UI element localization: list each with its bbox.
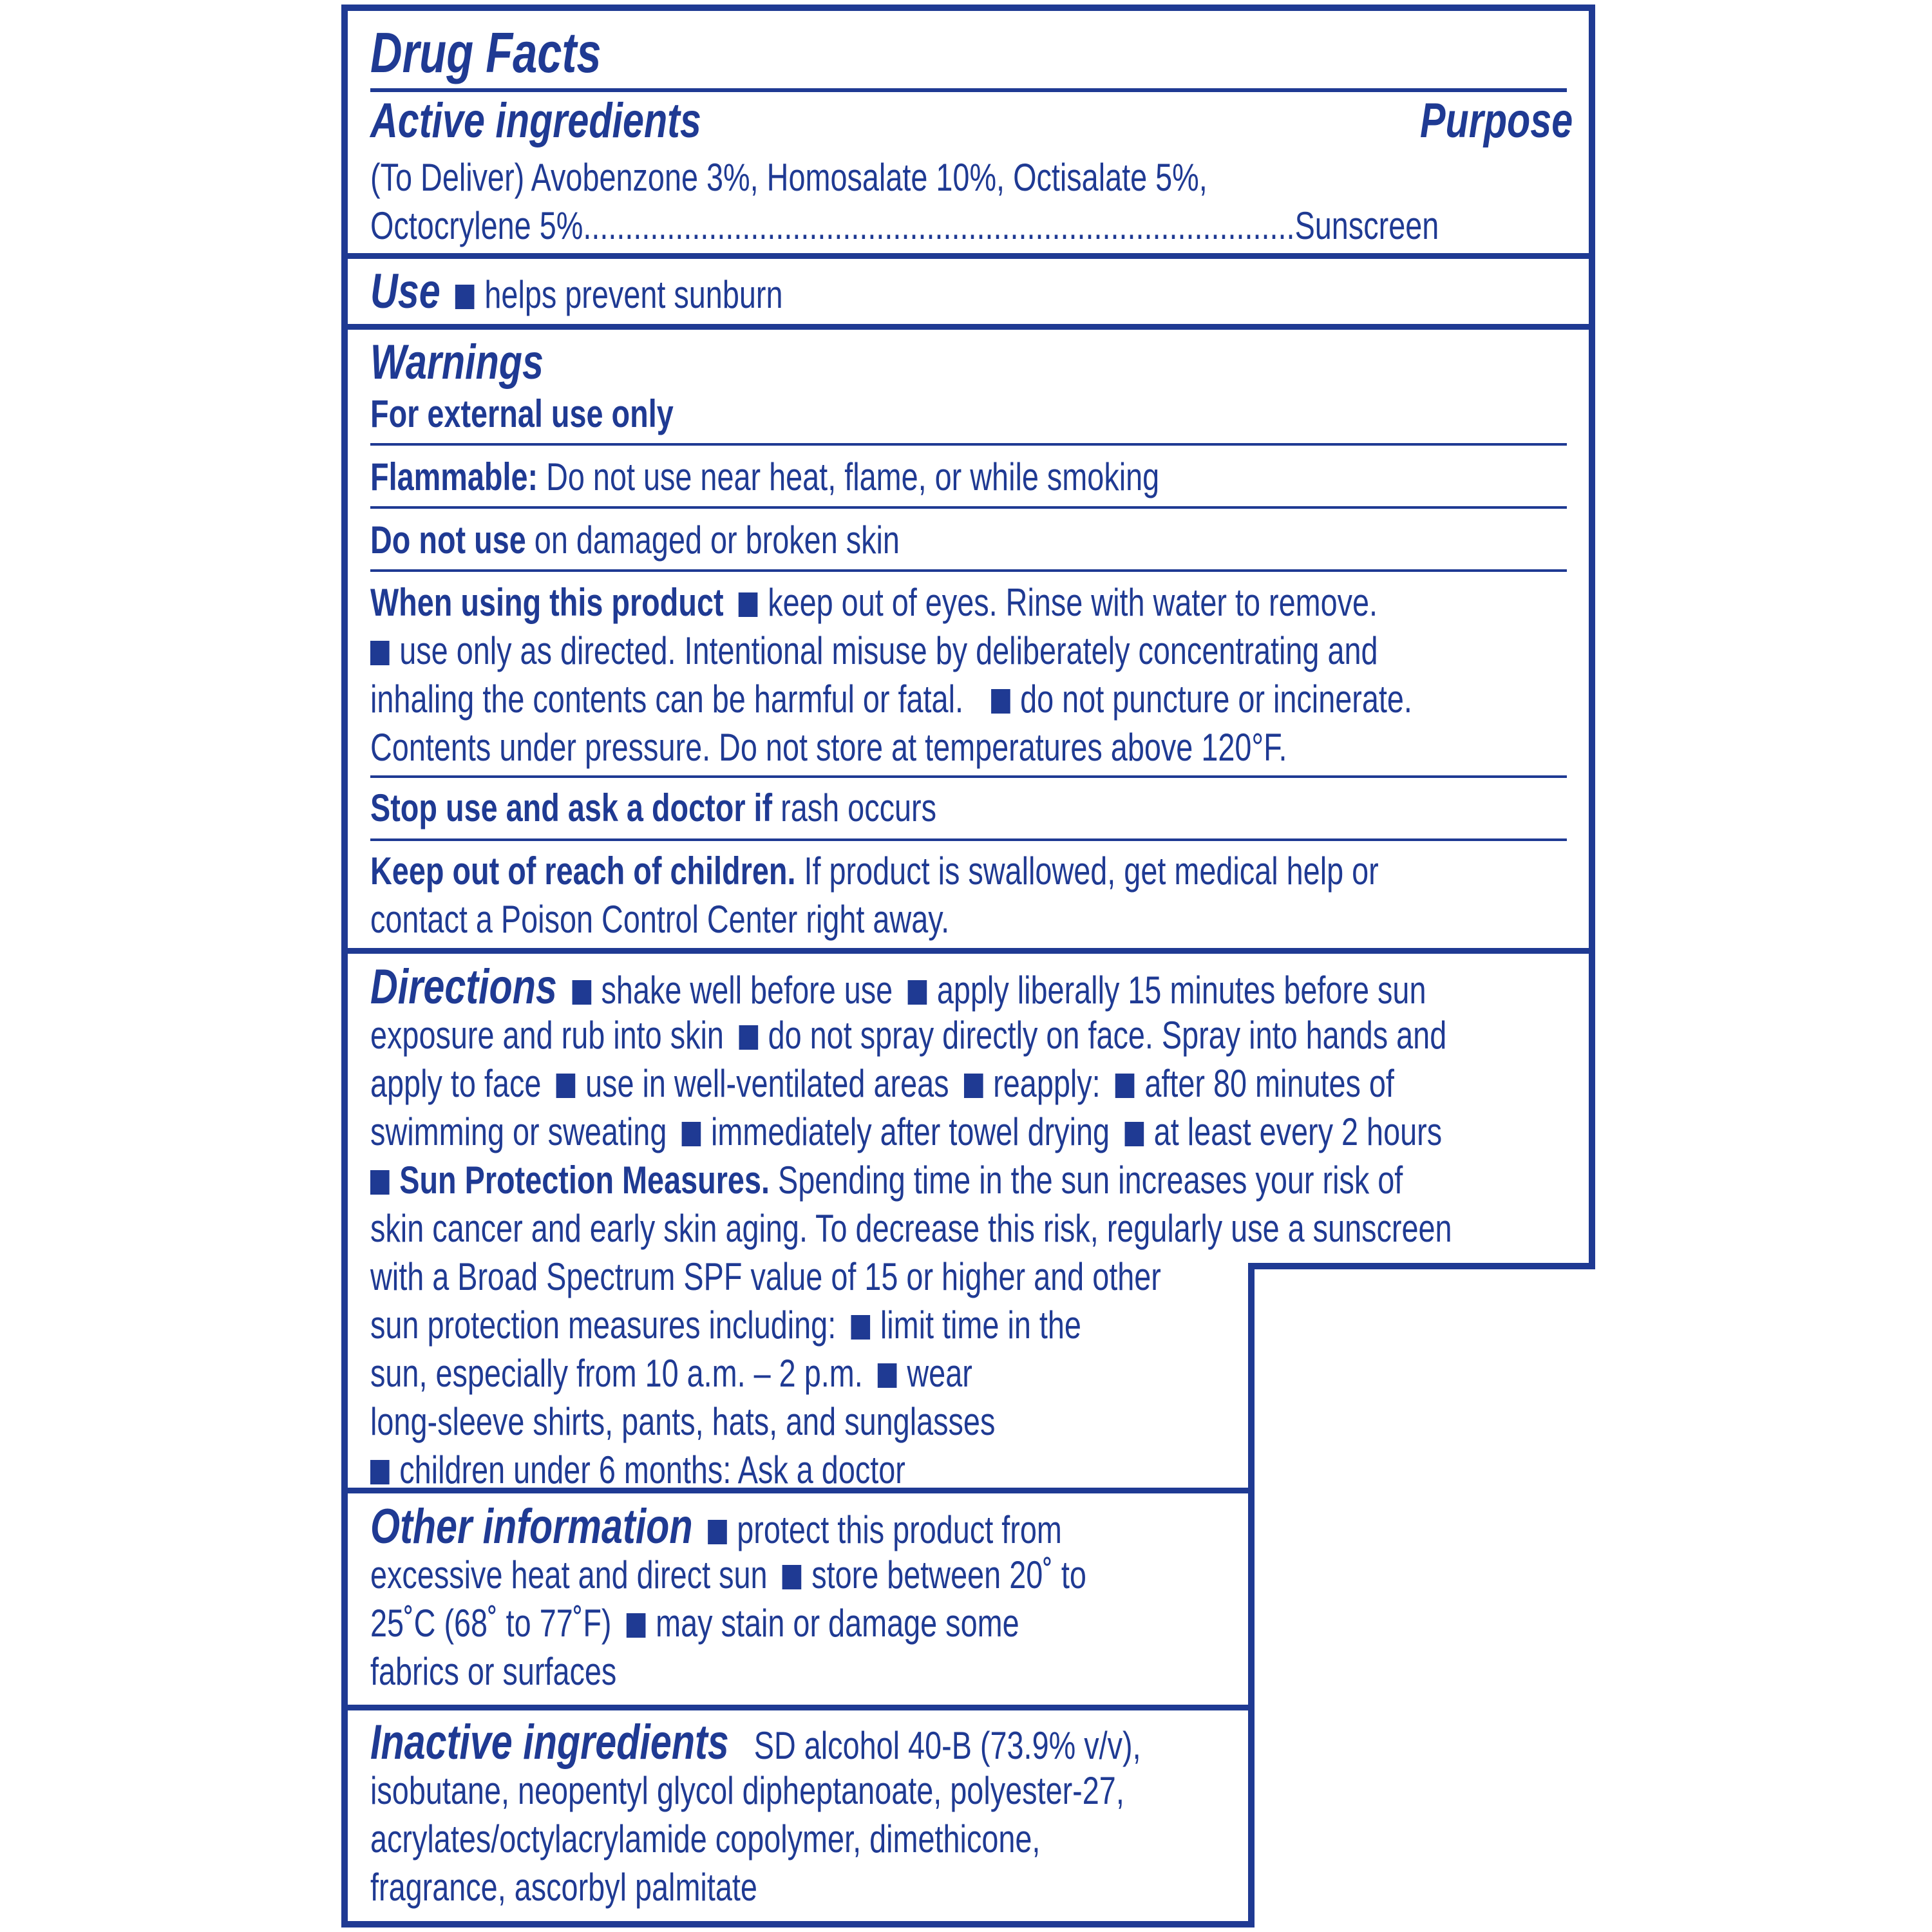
do-not-use-text: on damaged or broken skin bbox=[534, 518, 900, 562]
do-not-use-row bbox=[370, 516, 900, 564]
directions-block bbox=[370, 960, 1452, 1494]
other-excessive-heat: excessive heat and direct sun bbox=[370, 1553, 768, 1596]
bullet-icon bbox=[682, 1122, 701, 1146]
directions-reapply: reapply: bbox=[993, 1062, 1101, 1105]
directions-every-2h: at least every 2 hours bbox=[1153, 1110, 1443, 1153]
sun-protection-label: Sun Protection Measures. bbox=[399, 1159, 770, 1202]
bullet-icon bbox=[708, 1520, 727, 1544]
use-item: helps prevent sunburn bbox=[484, 273, 783, 316]
directions-heading: Directions bbox=[370, 960, 557, 1014]
sun-protection-text: Spending time in the sun increases your risk of bbox=[777, 1159, 1403, 1202]
active-heading: Active ingredients bbox=[370, 93, 701, 148]
directions-clothing: long-sleeve shirts, pants, hats, and sunglasses bbox=[370, 1400, 996, 1443]
inactive-line-2: isobutane, neopentyl glycol dipheptanoate, polyester-27, bbox=[370, 1769, 1124, 1812]
purpose-heading-row bbox=[1420, 93, 1573, 148]
divider-active bbox=[345, 253, 1592, 259]
bullet-icon bbox=[739, 1025, 758, 1050]
divider-warnings bbox=[345, 948, 1592, 954]
bullet-icon bbox=[964, 1074, 983, 1098]
active-line-2 bbox=[370, 202, 1439, 250]
when-using-3: inhaling the contents can be harmful or fatal. bbox=[370, 677, 963, 721]
when-using-1: keep out of eyes. Rinse with water to remove. bbox=[768, 581, 1378, 624]
other-protect: protect this product from bbox=[737, 1508, 1062, 1551]
bullet-icon bbox=[908, 980, 927, 1005]
directions-wear: wear bbox=[907, 1352, 972, 1395]
purpose-heading: Purpose bbox=[1420, 93, 1573, 148]
directions-exposure: exposure and rub into skin bbox=[370, 1014, 724, 1057]
bullet-icon bbox=[370, 641, 390, 665]
directions-children: children under 6 months: Ask a doctor bbox=[399, 1448, 905, 1492]
bullet-icon bbox=[878, 1363, 897, 1388]
when-using-2: use only as directed. Intentional misuse by deliberately concentrating and bbox=[399, 629, 1378, 672]
inactive-block bbox=[370, 1715, 1141, 1911]
bullet-icon bbox=[782, 1565, 802, 1589]
rule-do-not-use bbox=[370, 569, 1567, 572]
other-info-block bbox=[370, 1499, 1086, 1696]
divider-other bbox=[345, 1705, 1251, 1710]
flammable-text: Do not use near heat, flame, or while smoking bbox=[546, 455, 1160, 498]
flammable-label: Flammable: bbox=[370, 455, 538, 498]
when-using-5: Contents under pressure. Do not store at temperatures above 120°F. bbox=[370, 726, 1287, 769]
flammable-row bbox=[370, 453, 1159, 501]
bullet-icon bbox=[455, 285, 475, 309]
do-not-use-label: Do not use bbox=[370, 518, 526, 562]
external-use-only: For external use only bbox=[370, 392, 674, 435]
bullet-icon bbox=[1115, 1074, 1135, 1098]
bullet-icon bbox=[991, 689, 1010, 714]
warnings-heading: Warnings bbox=[370, 335, 544, 390]
inactive-line-1: SD alcohol 40-B (73.9% v/v), bbox=[753, 1724, 1141, 1767]
bullet-icon bbox=[556, 1074, 576, 1098]
bullet-icon bbox=[1124, 1122, 1144, 1146]
other-stain: may stain or damage some bbox=[656, 1602, 1019, 1645]
when-using-block bbox=[370, 578, 1412, 772]
bullet-icon bbox=[572, 980, 591, 1005]
directions-sun-hours: sun, especially from 10 a.m. – 2 p.m. bbox=[370, 1352, 863, 1395]
label-title: Drug Facts bbox=[370, 21, 601, 84]
directions-apply: apply liberally 15 minutes before sun bbox=[936, 969, 1426, 1012]
inactive-heading: Inactive ingredients bbox=[370, 1715, 729, 1770]
active-heading-row bbox=[370, 93, 701, 148]
keep-out-text-1: If product is swallowed, get medical help or bbox=[804, 849, 1379, 893]
directions-no-face-spray: do not spray directly on face. Spray into hands and bbox=[768, 1014, 1447, 1057]
directions-line-6: skin cancer and early skin aging. To decrease this risk, regularly use a sunscreen bbox=[370, 1207, 1452, 1250]
when-using-4: do not puncture or incinerate. bbox=[1020, 677, 1412, 721]
rule-flammable bbox=[370, 506, 1567, 509]
bullet-icon bbox=[370, 1170, 390, 1195]
keep-out-text-2: contact a Poison Control Center right away. bbox=[370, 898, 950, 941]
other-fabrics: fabrics or surfaces bbox=[370, 1650, 617, 1693]
other-temperature: 25˚C (68˚ to 77˚F) bbox=[370, 1602, 612, 1645]
title-section bbox=[370, 21, 601, 85]
keep-out-label: Keep out of reach of children. bbox=[370, 849, 796, 893]
rule-when-using bbox=[370, 775, 1567, 778]
stop-use-label: Stop use and ask a doctor if bbox=[370, 786, 773, 829]
directions-after-80: after 80 minutes of bbox=[1144, 1062, 1394, 1105]
rule-title bbox=[370, 88, 1567, 92]
keep-out-block bbox=[370, 847, 1379, 943]
use-section bbox=[370, 264, 783, 322]
inactive-line-3: acrylates/octylacrylamide copolymer, dimethicone, bbox=[370, 1817, 1041, 1861]
divider-use bbox=[345, 324, 1592, 330]
other-store: store between 20˚ to bbox=[811, 1553, 1086, 1596]
use-heading: Use bbox=[370, 264, 440, 319]
inactive-line-4: fragrance, ascorbyl palmitate bbox=[370, 1866, 757, 1909]
rule-external bbox=[370, 443, 1567, 446]
active-line-1: (To Deliver) Avobenzone 3%, Homosalate 10%, Octisalate 5%, bbox=[370, 156, 1208, 199]
bullet-icon bbox=[627, 1613, 646, 1638]
dot-leader: ..................................................................................... bbox=[583, 204, 1295, 247]
directions-towel: immediately after towel drying bbox=[710, 1110, 1110, 1153]
bullet-icon bbox=[370, 1460, 390, 1484]
rule-stop-use bbox=[370, 838, 1567, 841]
active-ingredients-text bbox=[370, 153, 1439, 250]
directions-ventilated: use in well-ventilated areas bbox=[585, 1062, 949, 1105]
directions-swimming: swimming or sweating bbox=[370, 1110, 667, 1153]
directions-measures: sun protection measures including: bbox=[370, 1303, 837, 1347]
stop-use-text: rash occurs bbox=[781, 786, 937, 829]
stop-use-row bbox=[370, 784, 936, 832]
directions-shake: shake well before use bbox=[601, 969, 893, 1012]
bullet-icon bbox=[851, 1315, 871, 1340]
directions-apply-face: apply to face bbox=[370, 1062, 542, 1105]
active-purpose: Sunscreen bbox=[1294, 204, 1439, 247]
bullet-icon bbox=[739, 592, 758, 617]
active-ingredient-octocrylene: Octocrylene 5% bbox=[370, 204, 583, 247]
directions-line-7: with a Broad Spectrum SPF value of 15 or higher and other bbox=[370, 1255, 1161, 1298]
directions-limit-time: limit time in the bbox=[880, 1303, 1081, 1347]
warnings-heading-block bbox=[370, 335, 674, 438]
other-info-heading: Other information bbox=[370, 1499, 693, 1554]
when-using-label: When using this product bbox=[370, 581, 724, 624]
